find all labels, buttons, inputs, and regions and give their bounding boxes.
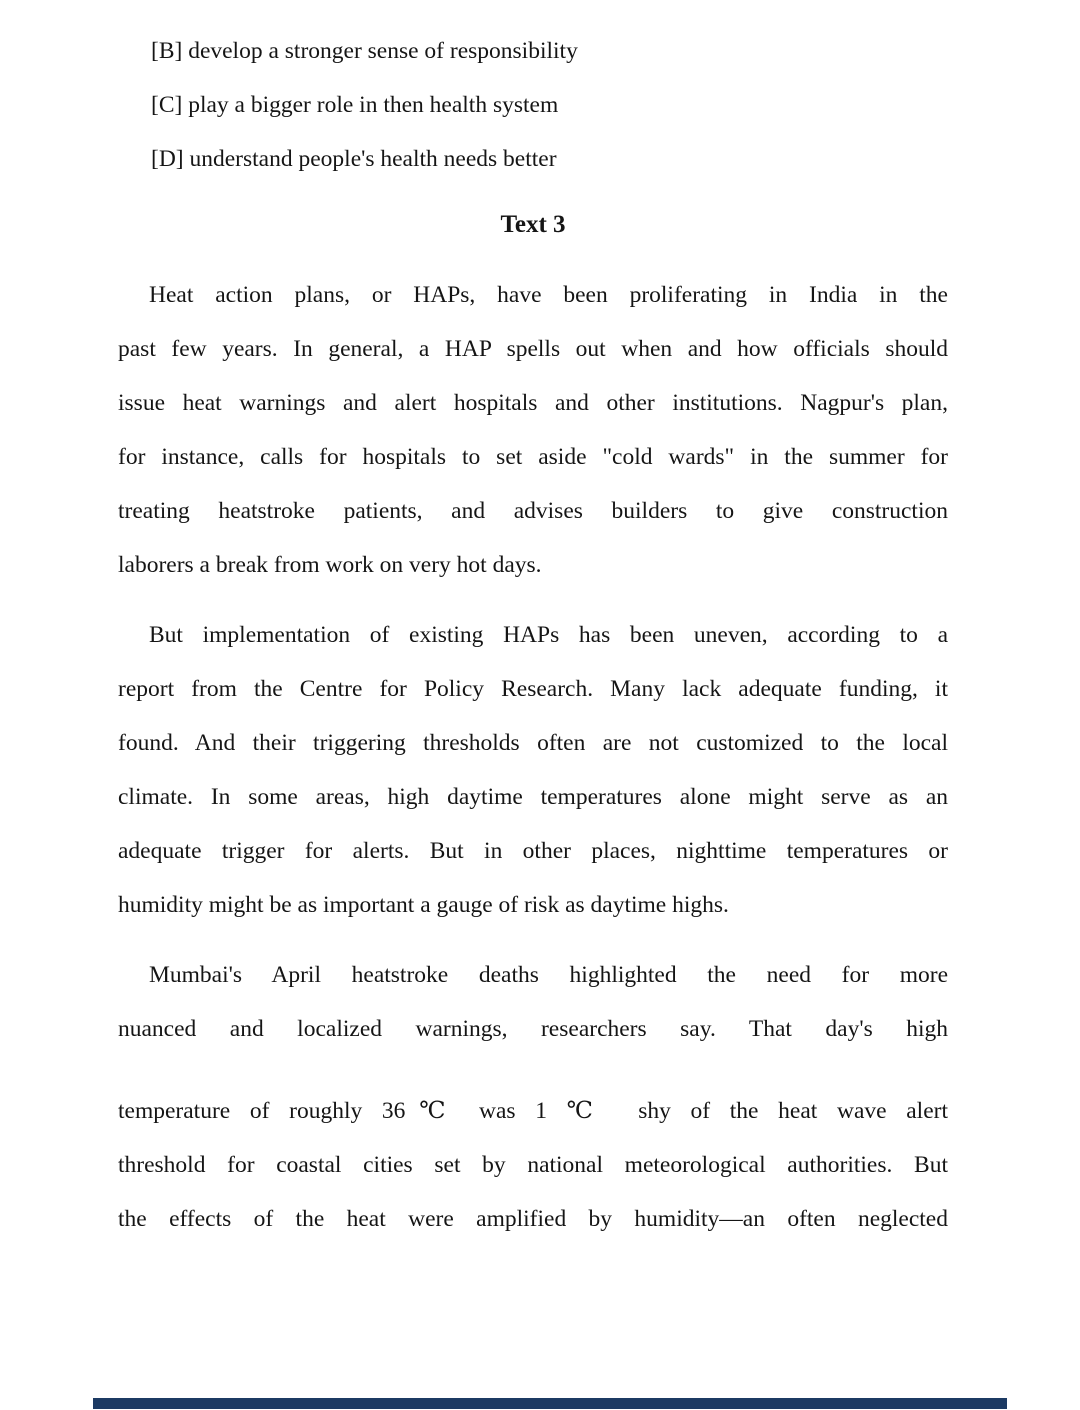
- paragraph: [118, 268, 948, 592]
- text-line: report from the Centre for Policy Research. Many lack adequate funding, it: [118, 676, 948, 702]
- paragraph: [118, 608, 948, 932]
- answer-options: [118, 24, 948, 186]
- text-line: found. And their triggering thresholds often are not customized to the local: [118, 730, 948, 756]
- passage: [118, 268, 948, 1246]
- text-line: Mumbai's April heatstroke deaths highlighted the need for more: [149, 962, 948, 988]
- text-line: temperature of roughly 36℃ was 1 ℃ shy of the heat wave alert: [118, 1098, 948, 1124]
- paragraph: [118, 948, 948, 1246]
- text-line: climate. In some areas, high daytime temperatures alone might serve as an: [118, 784, 948, 810]
- text-line: Heat action plans, or HAPs, have been proliferating in India in the: [149, 282, 948, 308]
- option-line: [C] play a bigger role in then health system: [151, 92, 559, 118]
- text-line: treating heatstroke patients, and advises builders to give construction: [118, 498, 948, 524]
- footer-bar: [93, 1398, 1007, 1409]
- text-heading: Text 3: [500, 211, 566, 238]
- text-line: the effects of the heat were amplified by humidity—an often neglected: [118, 1206, 948, 1232]
- text-line: threshold for coastal cities set by national meteorological authorities. But: [118, 1152, 948, 1178]
- option-line: [D] understand people's health needs better: [151, 146, 557, 172]
- text-line: humidity might be as important a gauge of risk as daytime highs.: [118, 892, 729, 918]
- text-line: past few years. In general, a HAP spells out when and how officials should: [118, 336, 948, 362]
- text-line: issue heat warnings and alert hospitals and other institutions. Nagpur's plan,: [118, 390, 948, 416]
- text-line: nuanced and localized warnings, researchers say. That day's high: [118, 1016, 948, 1042]
- text-content: [118, 24, 948, 1246]
- text-line: laborers a break from work on very hot days.: [118, 552, 542, 578]
- text-line: But implementation of existing HAPs has been uneven, according to a: [149, 622, 948, 648]
- option-line: [B] develop a stronger sense of responsibility: [151, 38, 578, 64]
- text-line: for instance, calls for hospitals to set aside "cold wards" in the summer for: [118, 444, 948, 470]
- text-line: adequate trigger for alerts. But in other places, nighttime temperatures or: [118, 838, 948, 864]
